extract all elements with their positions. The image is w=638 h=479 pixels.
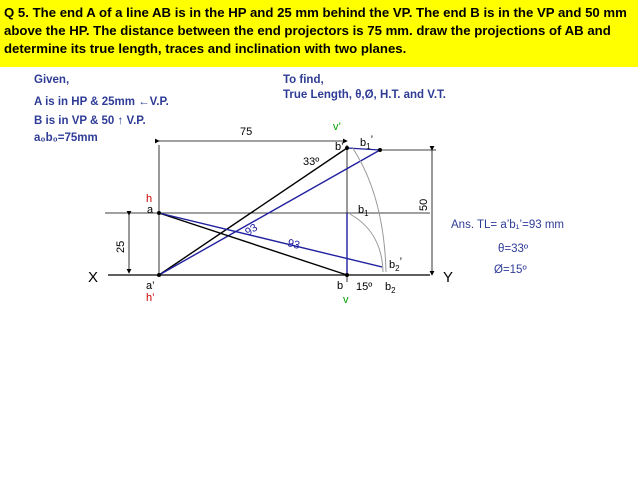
given-line-a0b0: a₀b₀=75mm [34, 132, 98, 144]
point-b [345, 273, 349, 277]
label-b1-dash: $b_1$’ [360, 134, 374, 151]
label-b2: $b_2$ [385, 281, 396, 295]
label-b2-dash: $b_2$’ [389, 256, 403, 273]
label-x: X [88, 269, 99, 286]
label-b: b [337, 280, 344, 292]
given-line-b: B is in VP & 50 ↑ V.P. [34, 115, 146, 127]
label-v-dash: v’ [333, 121, 341, 133]
answer-phi: Ø=15º [494, 264, 527, 276]
label-b-dash: b’ [335, 141, 344, 153]
label-b1: $b_1$ [358, 204, 369, 218]
dimension-75-label: 75 [240, 126, 253, 138]
to-find-heading: To find, [283, 74, 324, 86]
point-a [157, 211, 161, 215]
point-a-dash [157, 273, 161, 277]
label-h: h [146, 193, 153, 205]
label-h-dash: h’ [146, 292, 155, 304]
given-heading: Given, [34, 74, 70, 86]
to-find-text: True Length, θ,Ø, H.T. and V.T. [283, 89, 446, 101]
answer-theta: θ=33º [498, 243, 529, 255]
angle-phi-label: 15º [356, 281, 373, 293]
label-v: v [343, 294, 349, 306]
problem-statement: Q 5. The end A of a line AB is in the HP and 25 mm behind the VP. The end B is in the VP and 50 mm above the HP. The distance between the end projectors is 75 mm. draw the projections of AB and determine its true length, traces and inclination with two planes. [0, 0, 638, 67]
given-line-a: A is in HP & 25mm ←V.P. [34, 96, 169, 108]
point-b-dash [345, 146, 349, 150]
dimension-50-label: 50 [418, 198, 430, 211]
label-a-dash: a’ [146, 280, 155, 292]
label-y: Y [443, 269, 454, 286]
true-length-label-front: 93 [243, 221, 260, 239]
label-a: a [147, 204, 154, 216]
true-length-label-top: 93 [286, 237, 302, 252]
dimension-25-label: 25 [115, 240, 127, 253]
true-length-top-line [159, 213, 382, 267]
angle-theta-label: 33º [303, 156, 320, 168]
answer-true-length: Ans. TL= a’b₁’=93 mm [451, 219, 564, 231]
point-b1-dash [378, 148, 382, 152]
